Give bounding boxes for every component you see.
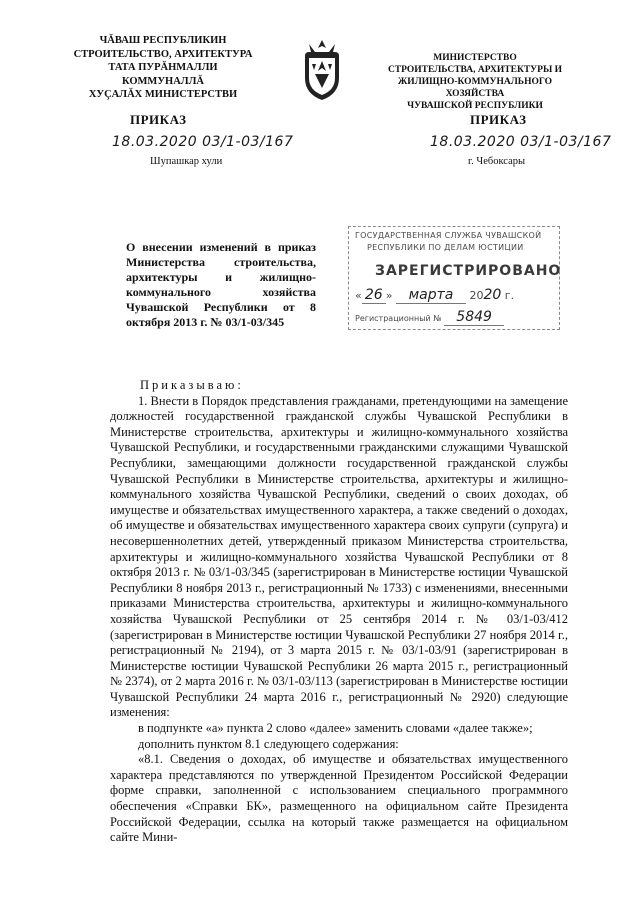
stamp-title: ЗАРЕГИСТРИРОВАНО bbox=[375, 263, 562, 279]
stamp-agency-line: РЕСПУБЛИКИ ПО ДЕЛАМ ЮСТИЦИИ bbox=[367, 243, 524, 252]
header-left-line: ХУÇАЛĂХ МИНИСТЕРСТВИ bbox=[88, 89, 238, 100]
body-paragraph: «8.1. Сведения о доходах, об имуществе и обязательствах имущественного характера представляются по утвержденной Президентом Российской Федерации форме справки, заполненной с использованием специального программного обеспечения «Справки БК», размещенного на официальном сайте Президента Российской Федерации, ссылка на который также размещается на официальном сайте Мини- bbox=[110, 752, 568, 845]
stamp-date: « 26 » марта 2020 г. bbox=[355, 287, 515, 303]
stamp-reg-number: 5849 bbox=[444, 309, 504, 326]
stamp-reg-label: Регистрационный № bbox=[355, 314, 442, 323]
stamp-year-end: г. bbox=[504, 289, 515, 302]
handwritten-date-number-right: 18.03.2020 03/1-03/167 bbox=[430, 134, 612, 150]
handwritten-date-number-left: 18.03.2020 03/1-03/167 bbox=[112, 134, 294, 150]
registration-stamp bbox=[348, 226, 560, 330]
header-left-org bbox=[68, 34, 258, 102]
header-left-line: ЧĂВАШ РЕСПУБЛИКИН bbox=[99, 35, 227, 46]
place-right: г. Чебоксары bbox=[468, 156, 526, 167]
place-left: Шупашкар хули bbox=[150, 156, 223, 167]
header-left-line: ТАТА ПУРĂНМАЛЛИ КОММУНАЛЛĂ bbox=[108, 62, 218, 87]
stamp-month: марта bbox=[396, 287, 466, 304]
stamp-registration bbox=[355, 309, 504, 326]
body-paragraph: в подпункте «а» пункта 2 слово «далее» заменить словами «далее также»; bbox=[138, 721, 533, 736]
header-right-line: МИНИСТЕРСТВО bbox=[433, 53, 517, 63]
document-subject: О внесении изменений в приказ Министерства строительства, архитектуры и жилищно-коммунального хозяйства Чувашской Республики от 8 октября 2013 г. № 03/1-03/345 bbox=[126, 240, 316, 329]
header-right-line: СТРОИТЕЛЬСТВА, АРХИТЕКТУРЫ И bbox=[387, 65, 563, 75]
order-title-left: ПРИКАЗ bbox=[130, 112, 187, 127]
header-right-line: ЖИЛИЩНО-КОММУНАЛЬНОГО ХОЗЯЙСТВА bbox=[397, 77, 553, 99]
header-left-line: СТРОИТЕЛЬСТВО, АРХИТЕКТУРА bbox=[73, 48, 253, 60]
order-title-right: ПРИКАЗ bbox=[470, 112, 527, 127]
stamp-day: 26 bbox=[362, 287, 386, 304]
body-paragraph: дополнить пунктом 8.1 следующего содержания: bbox=[138, 736, 399, 751]
stamp-year-prefix: 20 bbox=[469, 289, 484, 302]
stamp-agency-line: ГОСУДАРСТВЕННАЯ СЛУЖБА ЧУВАШСКОЙ bbox=[355, 231, 542, 240]
header-right-line: ЧУВАШСКОЙ РЕСПУБЛИКИ bbox=[407, 101, 543, 111]
chuvash-emblem-icon bbox=[299, 38, 345, 104]
order-verb: Приказываю: bbox=[140, 378, 244, 392]
document-body bbox=[110, 378, 568, 846]
header-right-org bbox=[380, 52, 570, 112]
body-paragraph: 1. Внести в Порядок представления гражданами, претендующими на замещение должностей государственной гражданской службы Чувашской Республики в Министерстве строительства, архитектуры и жилищно-коммунального хозяйства Чувашской Республики, и государственными гражданскими служащими Чувашской Республики, замещающими должности государственной гражданской службы Чувашской Республики в Министерстве строительства, архитектуры и жилищно-коммунального хозяйства Чувашской Республики, сведений о своих доходах, об имуществе и обязательствах имущественного характера, а также сведений о доходах, об имуществе и обязательствах имущественного характера своих супруги (супруга) и несовершеннолетних детей, утвержденный приказом Министерства строительства, архитектуры и жилищно-коммунального хозяйства Чувашской Республики от 8 октября 2013 г. № 03/1-03/345 (зарегистрирован в Министерстве юстиции Чувашской Республики 8 ноября 2013 г., регистрационный № 1733) с изменениями, внесенными приказами Министерства строительства, архитектуры и жилищно-коммунального хозяйства Чувашской Республики от 25 сентября 2014 г. № 03/1-03/412 (зарегистрирован в Министерстве юстиции Чувашской Республики 27 ноября 2014 г., регистрационный № 2194), от 3 марта 2015 г. № 03/1-03/91 (зарегистрирован в Министерстве юстиции Чувашской Республики 26 марта 2015 г., регистрационный № 2374), от 2 марта 2016 г. № 03/1-03/113 (зарегистрирован в Министерстве юстиции Чувашской Республики 24 марта 2016 г., регистрационный № 2920) следующие изменения: bbox=[110, 393, 568, 720]
stamp-year-suffix: 20 bbox=[483, 287, 502, 303]
